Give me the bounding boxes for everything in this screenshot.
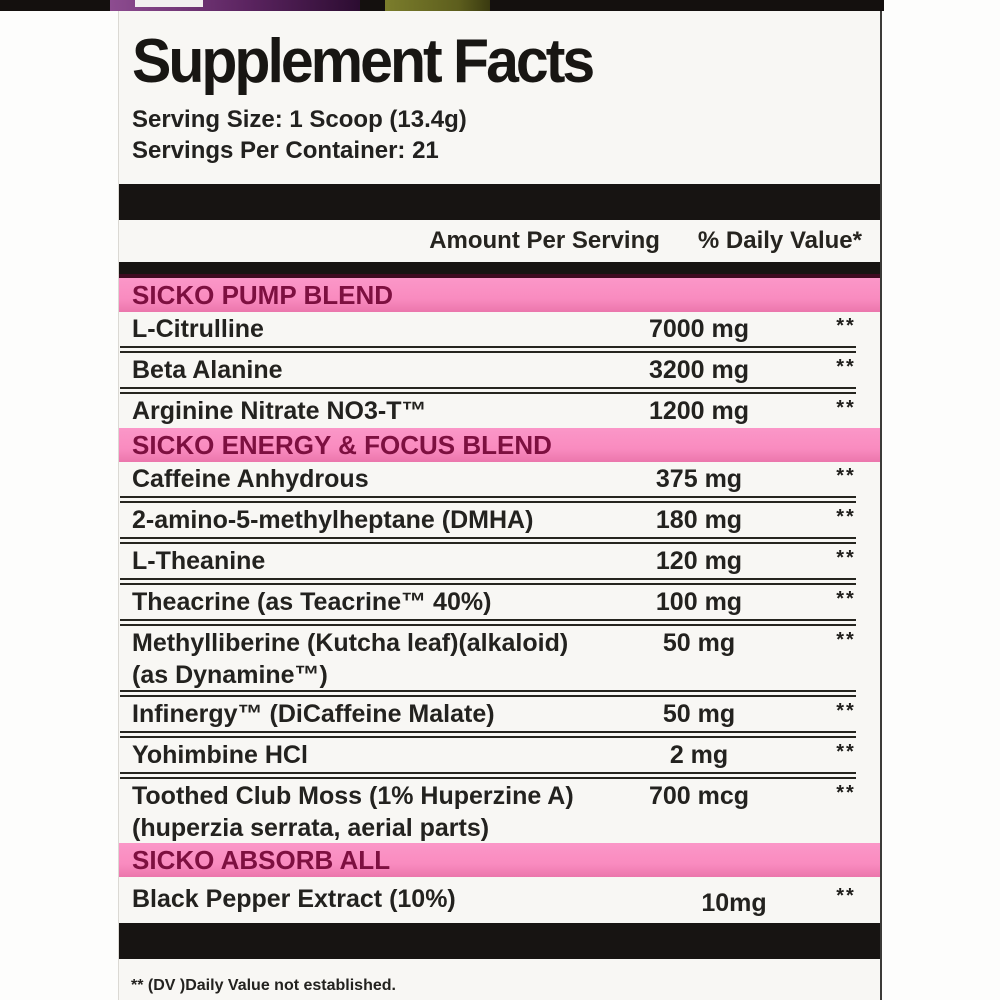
- ingredient-name: Black Pepper Extract (10%): [132, 885, 456, 913]
- ingredient-amount: 2 mg: [669, 741, 729, 769]
- row-separator: [120, 772, 856, 779]
- daily-value-asterisks: **: [836, 547, 856, 569]
- amount-per-serving-header: Amount Per Serving: [429, 227, 660, 254]
- ingredient-name: Caffeine Anhydrous: [132, 465, 369, 493]
- ingredient-name: 2-amino-5-methylheptane (DMHA): [132, 506, 534, 534]
- ingredient-amount: 3200 mg: [648, 356, 750, 384]
- ingredient-amount: 100 mg: [655, 588, 743, 616]
- divider-bar-under-headers: [119, 262, 880, 274]
- ingredient-row: [119, 394, 880, 428]
- ingredient-row: [119, 697, 880, 731]
- serving-size: Serving Size: 1 Scoop (13.4g): [132, 106, 467, 133]
- daily-value-asterisks: **: [836, 885, 856, 907]
- ingredient-row: [119, 738, 880, 772]
- ingredient-name: Beta Alanine: [132, 356, 283, 384]
- product-photo-strip: [0, 0, 884, 11]
- ingredient-sections: [119, 274, 880, 923]
- ingredient-row: [119, 503, 880, 537]
- ingredient-name: Infinergy™ (DiCaffeine Malate): [132, 700, 495, 728]
- ingredient-row: [119, 626, 880, 690]
- ingredient-amount: 180 mg: [655, 506, 743, 534]
- ingredient-amount: 10mg: [701, 889, 767, 917]
- supplement-facts-panel: [118, 0, 882, 1000]
- daily-value-asterisks: **: [836, 465, 856, 487]
- divider-bar-top: [119, 184, 880, 220]
- daily-value-asterisks: **: [836, 356, 856, 378]
- panel-header: [119, 0, 880, 184]
- blend-band: SICKO PUMP BLEND: [119, 274, 880, 312]
- ingredient-name: Toothed Club Moss (1% Huperzine A): [132, 782, 574, 810]
- blend-band: SICKO ABSORB ALL: [119, 843, 880, 877]
- row-separator: [120, 731, 856, 738]
- divider-bar-bottom: [119, 923, 880, 959]
- ingredient-amount: 375 mg: [655, 465, 743, 493]
- ingredient-name: Arginine Nitrate NO3-T™: [132, 397, 427, 425]
- row-separator: [120, 690, 856, 697]
- daily-value-asterisks: **: [836, 397, 856, 419]
- photo-olive-patch: [385, 0, 490, 11]
- ingredient-row: [119, 779, 880, 843]
- row-separator: [120, 537, 856, 544]
- ingredient-row: [119, 462, 880, 496]
- panel-title: Supplement Facts: [132, 25, 593, 96]
- ingredient-row: [119, 544, 880, 578]
- daily-value-asterisks: **: [836, 629, 856, 651]
- daily-value-asterisks: **: [836, 782, 856, 804]
- row-separator: [120, 346, 856, 353]
- daily-value-asterisks: **: [836, 741, 856, 763]
- ingredient-amount: 50 mg: [662, 629, 736, 657]
- ingredient-amount: 1200 mg: [648, 397, 750, 425]
- ingredient-row: [119, 877, 880, 923]
- daily-value-asterisks: **: [836, 588, 856, 610]
- ingredient-amount: 700 mcg: [648, 782, 750, 810]
- daily-value-asterisks: **: [836, 700, 856, 722]
- row-separator: [120, 387, 856, 394]
- blend-band: SICKO ENERGY & FOCUS BLEND: [119, 428, 880, 462]
- row-separator: [120, 578, 856, 585]
- daily-value-asterisks: **: [836, 315, 856, 337]
- ingredient-row: [119, 585, 880, 619]
- ingredient-row: [119, 312, 880, 346]
- photo-white-patch: [135, 0, 203, 7]
- ingredient-name: L-Theanine: [132, 547, 266, 575]
- ingredient-row: [119, 353, 880, 387]
- daily-value-footnote: ** (DV )Daily Value not established.: [131, 977, 396, 994]
- daily-value-asterisks: **: [836, 506, 856, 528]
- ingredient-amount: 120 mg: [655, 547, 743, 575]
- ingredient-name-line2: (as Dynamine™): [132, 661, 328, 689]
- ingredient-amount: 7000 mg: [648, 315, 750, 343]
- column-headers: [119, 220, 880, 262]
- daily-value-header: % Daily Value*: [697, 227, 862, 254]
- ingredient-name: L-Citrulline: [132, 315, 264, 343]
- ingredient-amount: 50 mg: [662, 700, 736, 728]
- row-separator: [120, 619, 856, 626]
- ingredient-name: Theacrine (as Teacrine™ 40%): [132, 588, 492, 616]
- ingredient-name: Yohimbine HCl: [132, 741, 308, 769]
- servings-per-container: Servings Per Container: 21: [132, 137, 439, 164]
- ingredient-name: Methylliberine (Kutcha leaf)(alkaloid): [132, 629, 569, 657]
- row-separator: [120, 496, 856, 503]
- ingredient-name-line2: (huperzia serrata, aerial parts): [132, 814, 490, 842]
